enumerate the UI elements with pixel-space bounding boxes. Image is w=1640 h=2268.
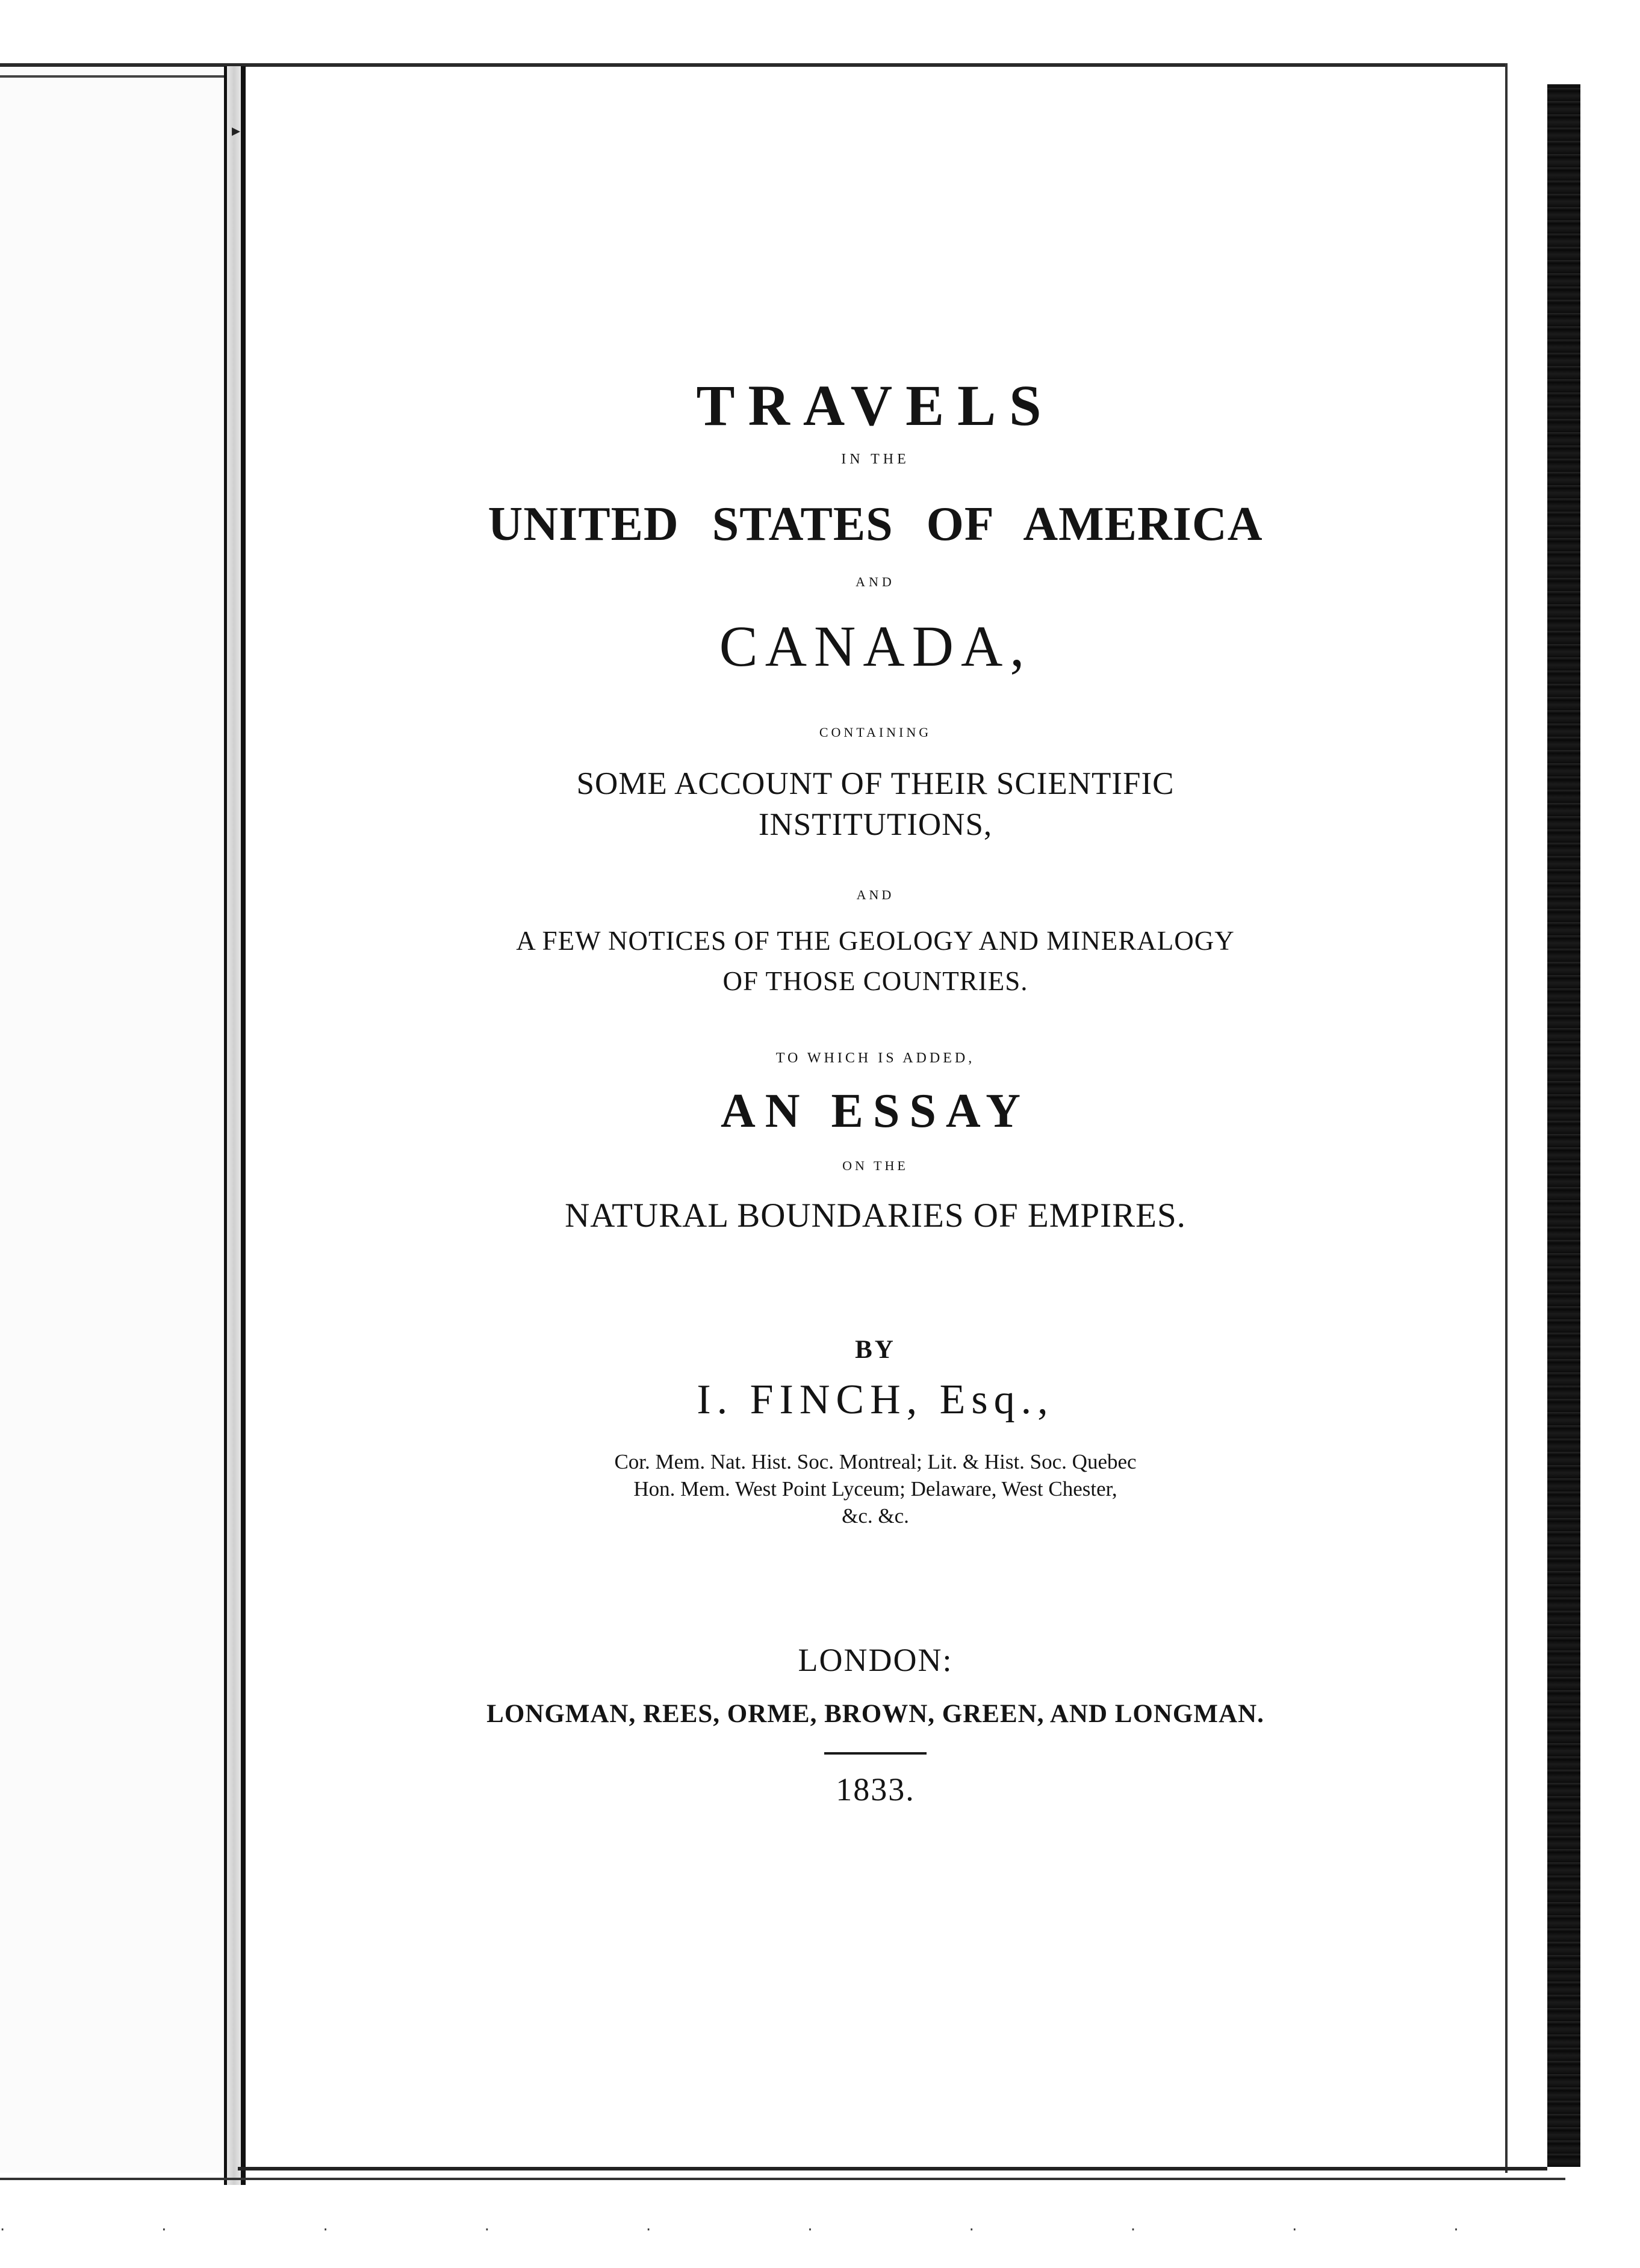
- scan-specks: ··········: [0, 2221, 1615, 2239]
- gutter-mark-icon: ▸: [232, 120, 241, 140]
- place-united-states: UNITED STATES OF AMERICA: [488, 498, 1263, 551]
- bottom-edge-rule: [238, 2167, 1547, 2170]
- author-affiliation-1: Cor. Mem. Nat. Hist. Soc. Montreal; Lit. & Hist. Soc. Quebec: [614, 1450, 1137, 1473]
- essay-title: AN ESSAY: [720, 1085, 1031, 1138]
- essay-subject: NATURAL BOUNDARIES OF EMPIRES.: [565, 1197, 1186, 1235]
- connector-on-the: ON THE: [842, 1158, 909, 1173]
- connector-and-2: AND: [856, 887, 895, 902]
- fore-edge: [1505, 63, 1550, 2173]
- place-canada: CANADA,: [719, 614, 1032, 678]
- connector-containing: CONTAINING: [819, 725, 932, 740]
- notices-line-2: OF THOSE COUNTRIES.: [722, 966, 1028, 996]
- left-top-edge-rule: [0, 75, 224, 78]
- author-affiliation-2: Hon. Mem. West Point Lyceum; Delaware, West Chester,: [633, 1477, 1117, 1501]
- bottom-edge-rule-outer: [0, 2178, 1565, 2180]
- publication-year: 1833.: [836, 1771, 915, 1808]
- book-gutter: [227, 66, 241, 2185]
- connector-to-which-is-added: TO WHICH IS ADDED,: [775, 1050, 975, 1066]
- by-line: BY: [855, 1336, 896, 1364]
- spine-line-right: [241, 66, 246, 2185]
- fore-edge-dark-band: [1547, 84, 1580, 2167]
- connector-and: AND: [856, 574, 895, 589]
- author-affiliation-3: &c. &c.: [842, 1504, 909, 1528]
- title-page: [246, 67, 1505, 2167]
- imprint-city: LONDON:: [798, 1642, 953, 1678]
- main-title: TRAVELS: [696, 373, 1055, 438]
- connector-in-the: IN THE: [841, 451, 910, 467]
- author-name: I. FINCH, Esq.,: [697, 1377, 1054, 1423]
- subject-line-2: INSTITUTIONS,: [758, 807, 993, 842]
- publisher: LONGMAN, REES, ORME, BROWN, GREEN, AND LONGMAN.: [486, 1700, 1264, 1728]
- left-page-edge: [0, 66, 224, 2173]
- notices-line-1: A FEW NOTICES OF THE GEOLOGY AND MINERALOGY: [516, 926, 1235, 956]
- subject-line-1: SOME ACCOUNT OF THEIR SCIENTIFIC: [576, 766, 1175, 801]
- imprint-rule: [824, 1752, 927, 1755]
